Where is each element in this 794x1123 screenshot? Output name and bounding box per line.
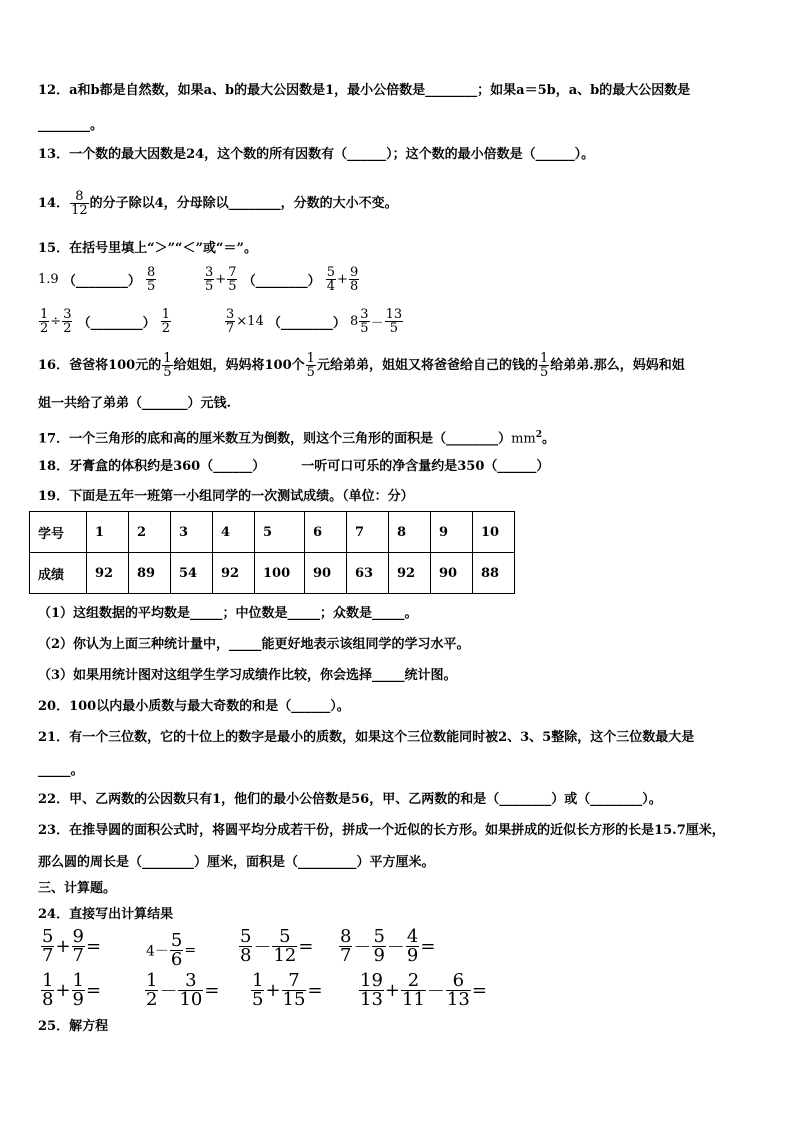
q15-d: $\frac{3}{7}$ ×14 （________） 8 $\frac{3}{5}$ － $\frac{13}{5}$ <box>226 307 403 336</box>
table-cell: 1 <box>87 512 129 553</box>
table-cell: 2 <box>129 512 171 553</box>
q14-text: 的分子除以4，分母除以________，分数的大小不变。 <box>89 196 398 211</box>
q19-title: 19．下面是五年一班第一小组同学的一次测试成绩。（单位：分） <box>38 489 414 504</box>
q14-number: 14． <box>38 196 70 211</box>
q23-line1: 23．在推导圆的面积公式时，将圆平均分成若干份，拼成一个近似的长方形。如果拼成的近似长方形的长是15.7厘米， <box>38 823 725 838</box>
q18: 18．牙膏盒的体积约是360（______） 一听可口可乐的净含量约是350（______） <box>38 459 550 474</box>
table-cell: 学号 <box>30 512 87 553</box>
q17: 17．一个三角形的底和高的厘米数互为倒数，则这个三角形的面积是$(\_\_\_\_\_\_\_\_)mm^2$。 <box>38 430 556 447</box>
q14-fraction: $\frac{8}{12}$ <box>71 189 88 218</box>
table-cell: 92 <box>87 553 129 594</box>
q12-line1: 12．a和b都是自然数，如果a、b的最大公因数是1，最小公倍数是________；如果a＝5b，a、b的最大公因数是 <box>38 83 691 98</box>
q19-s3: （3）如果用统计图对这组学生学习成绩作比较，你会选择_____统计图。 <box>38 668 457 683</box>
table-cell: 63 <box>347 553 389 594</box>
calc-e4: $\frac{8}{7}$ － $\frac{5}{9}$ － $\frac{4}{9}$ = <box>340 926 436 966</box>
q14 <box>38 190 398 217</box>
calc-e5: $\frac{1}{8}$ + $\frac{1}{9}$ = <box>42 970 102 1010</box>
table-cell: 4 <box>213 512 255 553</box>
q23-line2: 那么圆的周长是（________）厘米，面积是（_________）平方厘米。 <box>38 855 435 870</box>
table-cell: 7 <box>347 512 389 553</box>
q16-line2: 姐一共给了弟弟（_______）元钱. <box>38 396 232 411</box>
table-cell: 3 <box>171 512 213 553</box>
table-cell: 92 <box>389 553 431 594</box>
table-cell: 90 <box>431 553 473 594</box>
calc-e6: $\frac{1}{2}$ － $\frac{3}{10}$ = <box>146 970 220 1010</box>
q24-title: 24．直接写出计算结果 <box>38 907 174 922</box>
q25-title: 25．解方程 <box>38 1019 109 1034</box>
calc-e2: 4－ $\frac{5}{6}$ = <box>146 930 197 970</box>
table-row <box>30 553 515 594</box>
table-cell: 9 <box>431 512 473 553</box>
q15-b: $\frac{3}{5}$ + $\frac{7}{5}$ （________） $\frac{5}{4}$ + $\frac{9}{8}$ <box>205 265 359 294</box>
q19-s1: （1）这组数据的平均数是_____；中位数是_____；众数是_____。 <box>38 606 418 621</box>
q15-title: 15．在括号里填上“＞”“＜”或“＝”。 <box>38 241 257 256</box>
q19-s2: （2）你认为上面三种统计量中，_____能更好地表示该组同学的学习水平。 <box>38 637 470 652</box>
q22: 22．甲、乙两数的公因数只有1，他们的最小公倍数是56，甲、乙两数的和是（________）或（________）。 <box>38 792 662 807</box>
table-cell: 89 <box>129 553 171 594</box>
table-cell: 54 <box>171 553 213 594</box>
table-cell: 10 <box>473 512 515 553</box>
table-row <box>30 512 515 553</box>
q16-line1: 16．爸爸将100元的 $\frac{1}{5}$ 给姐姐，妈妈将100个 $\frac{1}{5}$ 元给弟弟，姐姐又将爸爸给自己的钱的 $\frac{1}{5}$ 给弟弟.那么，妈妈和姐 <box>38 351 685 380</box>
table-cell: 92 <box>213 553 255 594</box>
table-cell: 90 <box>305 553 347 594</box>
calc-e3: $\frac{5}{8}$ － $\frac{5}{12}$ = <box>240 926 314 966</box>
table-cell: 6 <box>305 512 347 553</box>
section-3-heading: 三、计算题。 <box>38 881 117 896</box>
q20: 20．100以内最小质数与最大奇数的和是（______）。 <box>38 699 350 714</box>
score-table <box>29 511 515 594</box>
table-cell: 8 <box>389 512 431 553</box>
table-cell: 88 <box>473 553 515 594</box>
table-cell: 成绩 <box>30 553 87 594</box>
q13: 13．一个数的最大因数是24，这个数的所有因数有（______）；这个数的最小倍数是（______）。 <box>38 147 595 162</box>
q15-a: 1.9 （________） $\frac{8}{5}$ <box>38 265 156 294</box>
table-cell: 5 <box>255 512 305 553</box>
calc-e7: $\frac{1}{5}$ + $\frac{7}{15}$ = <box>252 970 323 1010</box>
q21-line1: 21．有一个三位数，它的十位上的数字是最小的质数，如果这个三位数能同时被2、3、5整除，这个三位数最大是 <box>38 730 695 745</box>
q21-line2: _____。 <box>38 763 84 778</box>
calc-e8: $\frac{19}{13}$ + $\frac{2}{11}$ － $\frac{6}{13}$ = <box>360 970 487 1010</box>
q15-c: $\frac{1}{2}$ ÷ $\frac{3}{2}$ （________） $\frac{1}{2}$ <box>40 307 171 336</box>
table-cell: 100 <box>255 553 305 594</box>
q12-line2: ________。 <box>38 118 104 133</box>
calc-e1: $\frac{5}{7}$ + $\frac{9}{7}$ = <box>42 926 102 966</box>
